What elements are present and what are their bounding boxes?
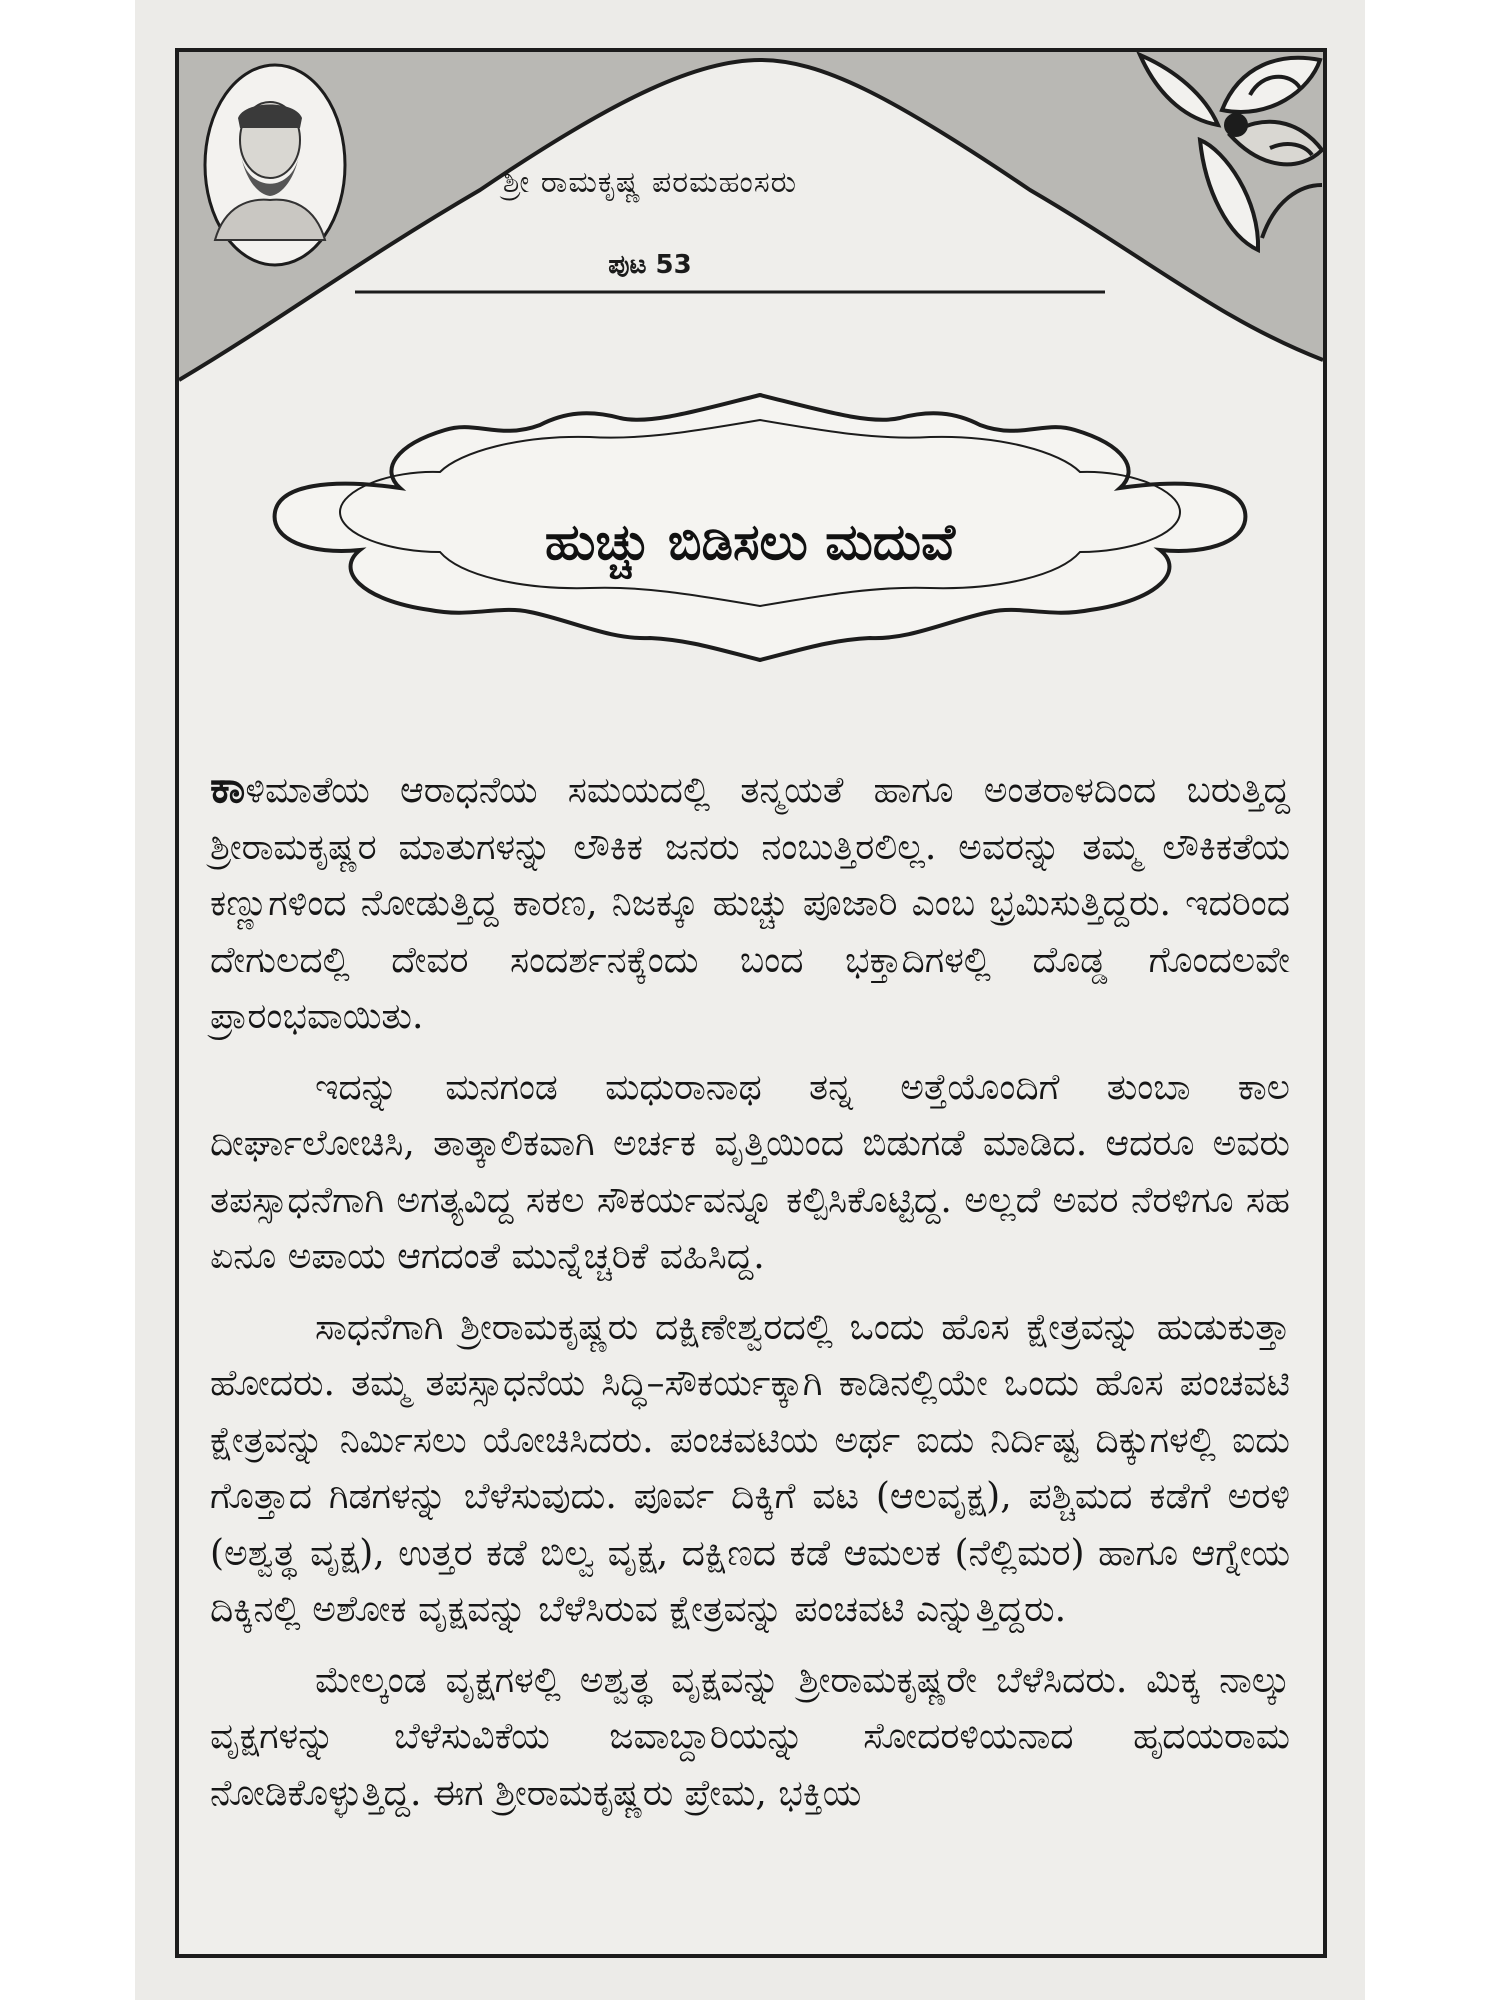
paragraph-text: ಇದನ್ನು ಮನಗಂಡ ಮಧುರಾನಾಥ ತನ್ನ ಅತ್ತೆಯೊಂದಿಗೆ ತುಂಬಾ ಕಾಲ ದೀರ್ಘಾಲೋಚಿಸಿ, ತಾತ್ಕಾಲಿಕವಾಗಿ ಅರ್ಚಕ ವೃತ್ತಿಯಿಂದ ಬಿಡುಗಡೆ ಮಾಡಿದ. ಆದರೂ ಅವರು ತಪಸ್ಸಾಧನೆಗಾಗಿ ಅಗತ್ಯವಿದ್ದ ಸಕಲ ಸೌಕರ್ಯವನ್ನೂ ಕಲ್ಪಿಸಿಕೊಟ್ಟಿದ್ದ. ಅಲ್ಲದೆ ಅವರ ನೆರಳಿಗೂ ಸಹ ಏನೂ ಅಪಾಯ ಆಗದಂತೆ ಮುನ್ನೆಚ್ಚರಿಕೆ ವಹಿಸಿದ್ದ. bbox=[210, 1066, 1290, 1277]
paragraph bbox=[210, 1060, 1290, 1286]
chapter-title: ಹುಚ್ಚು ಬಿಡಿಸಲು ಮದುವೆ bbox=[544, 513, 956, 571]
running-title: ಶ್ರೀ ರಾಮಕೃಷ್ಣ ಪರಮಹಂಸರು bbox=[502, 165, 798, 200]
paragraph bbox=[210, 760, 1290, 1046]
paragraph bbox=[210, 1653, 1290, 1823]
paragraph-text: ಳಿಮಾತೆಯ ಆರಾಧನೆಯ ಸಮಯದಲ್ಲಿ ತನ್ಮಯತೆ ಹಾಗೂ ಅಂತರಾಳದಿಂದ ಬರುತ್ತಿದ್ದ ಶ್ರೀರಾಮಕೃಷ್ಣರ ಮಾತುಗಳನ್ನು ಲೌಕಿಕ ಜನರು ನಂಬುತ್ತಿರಲಿಲ್ಲ. ಅವರನ್ನು ತಮ್ಮ ಲೌಕಿಕತೆಯ ಕಣ್ಣುಗಳಿಂದ ನೋಡುತ್ತಿದ್ದ ಕಾರಣ, ನಿಜಕ್ಕೂ ಹುಚ್ಚು ಪೂಜಾರಿ ಎಂಬ ಭ್ರಮಿಸುತ್ತಿದ್ದರು. ಇದರಿಂದ ದೇಗುಲದಲ್ಲಿ ದೇವರ ಸಂದರ್ಶನಕ್ಕೆಂದು ಬಂದ ಭಕ್ತಾದಿಗಳಲ್ಲಿ ದೊಡ್ಡ ಗೊಂದಲವೇ ಪ್ರಾರಂಭವಾಯಿತು. bbox=[210, 770, 1290, 1037]
chapter-title-cartouche bbox=[0, 0, 1500, 700]
paragraph-text: ಮೇಲ್ಕಂಡ ವೃಕ್ಷಗಳಲ್ಲಿ ಅಶ್ವತ್ಥ ವೃಕ್ಷವನ್ನು ಶ್ರೀರಾಮಕೃಷ್ಣರೇ ಬೆಳೆಸಿದರು. ಮಿಕ್ಕ ನಾಲ್ಕು ವೃಕ್ಷಗಳನ್ನು ಬೆಳೆಸುವಿಕೆಯ ಜವಾಬ್ದಾರಿಯನ್ನು ಸೋದರಳಿಯನಾದ ಹೃದಯರಾಮ ನೋಡಿಕೊಳ್ಳುತ್ತಿದ್ದ. ಈಗ ಶ್ರೀರಾಮಕೃಷ್ಣರು ಪ್ರೇಮ, ಭಕ್ತಿಯ bbox=[210, 1659, 1290, 1814]
body-text bbox=[210, 760, 1290, 1836]
drop-cap: ಕಾ bbox=[210, 762, 246, 813]
paragraph bbox=[210, 1300, 1290, 1639]
paragraph-text: ಸಾಧನೆಗಾಗಿ ಶ್ರೀರಾಮಕೃಷ್ಣರು ದಕ್ಷಿಣೇಶ್ವರದಲ್ಲಿ ಒಂದು ಹೊಸ ಕ್ಷೇತ್ರವನ್ನು ಹುಡುಕುತ್ತಾ ಹೋದರು. ತಮ್ಮ ತಪಸ್ಸಾಧನೆಯ ಸಿದ್ಧಿ–ಸೌಕರ್ಯಕ್ಕಾಗಿ ಕಾಡಿನಲ್ಲಿಯೇ ಒಂದು ಹೊಸ ಪಂಚವಟಿ ಕ್ಷೇತ್ರವನ್ನು ನಿರ್ಮಿಸಲು ಯೋಚಿಸಿದರು. ಪಂಚವಟಿಯ ಅರ್ಥ ಐದು ನಿರ್ದಿಷ್ಟ ದಿಕ್ಕುಗಳಲ್ಲಿ ಐದು ಗೊತ್ತಾದ ಗಿಡಗಳನ್ನು ಬೆಳೆಸುವುದು. ಪೂರ್ವ ದಿಕ್ಕಿಗೆ ವಟ (ಆಲವೃಕ್ಷ), ಪಶ್ಚಿಮದ ಕಡೆಗೆ ಅರಳಿ (ಅಶ್ವತ್ಥ ವೃಕ್ಷ), ಉತ್ತರ ಕಡೆ ಬಿಲ್ವ ವೃಕ್ಷ, ದಕ್ಷಿಣದ ಕಡೆ ಆಮಲಕ (ನೆಲ್ಲಿಮರ) ಹಾಗೂ ಆಗ್ನೇಯ ದಿಕ್ಕಿನಲ್ಲಿ ಅಶೋಕ ವೃಕ್ಷವನ್ನು ಬೆಳೆಸಿರುವ ಕ್ಷೇತ್ರವನ್ನು ಪಂಚವಟಿ ಎನ್ನುತ್ತಿದ್ದರು. bbox=[210, 1306, 1290, 1630]
page-number: ಪುಟ 53 bbox=[608, 250, 692, 280]
